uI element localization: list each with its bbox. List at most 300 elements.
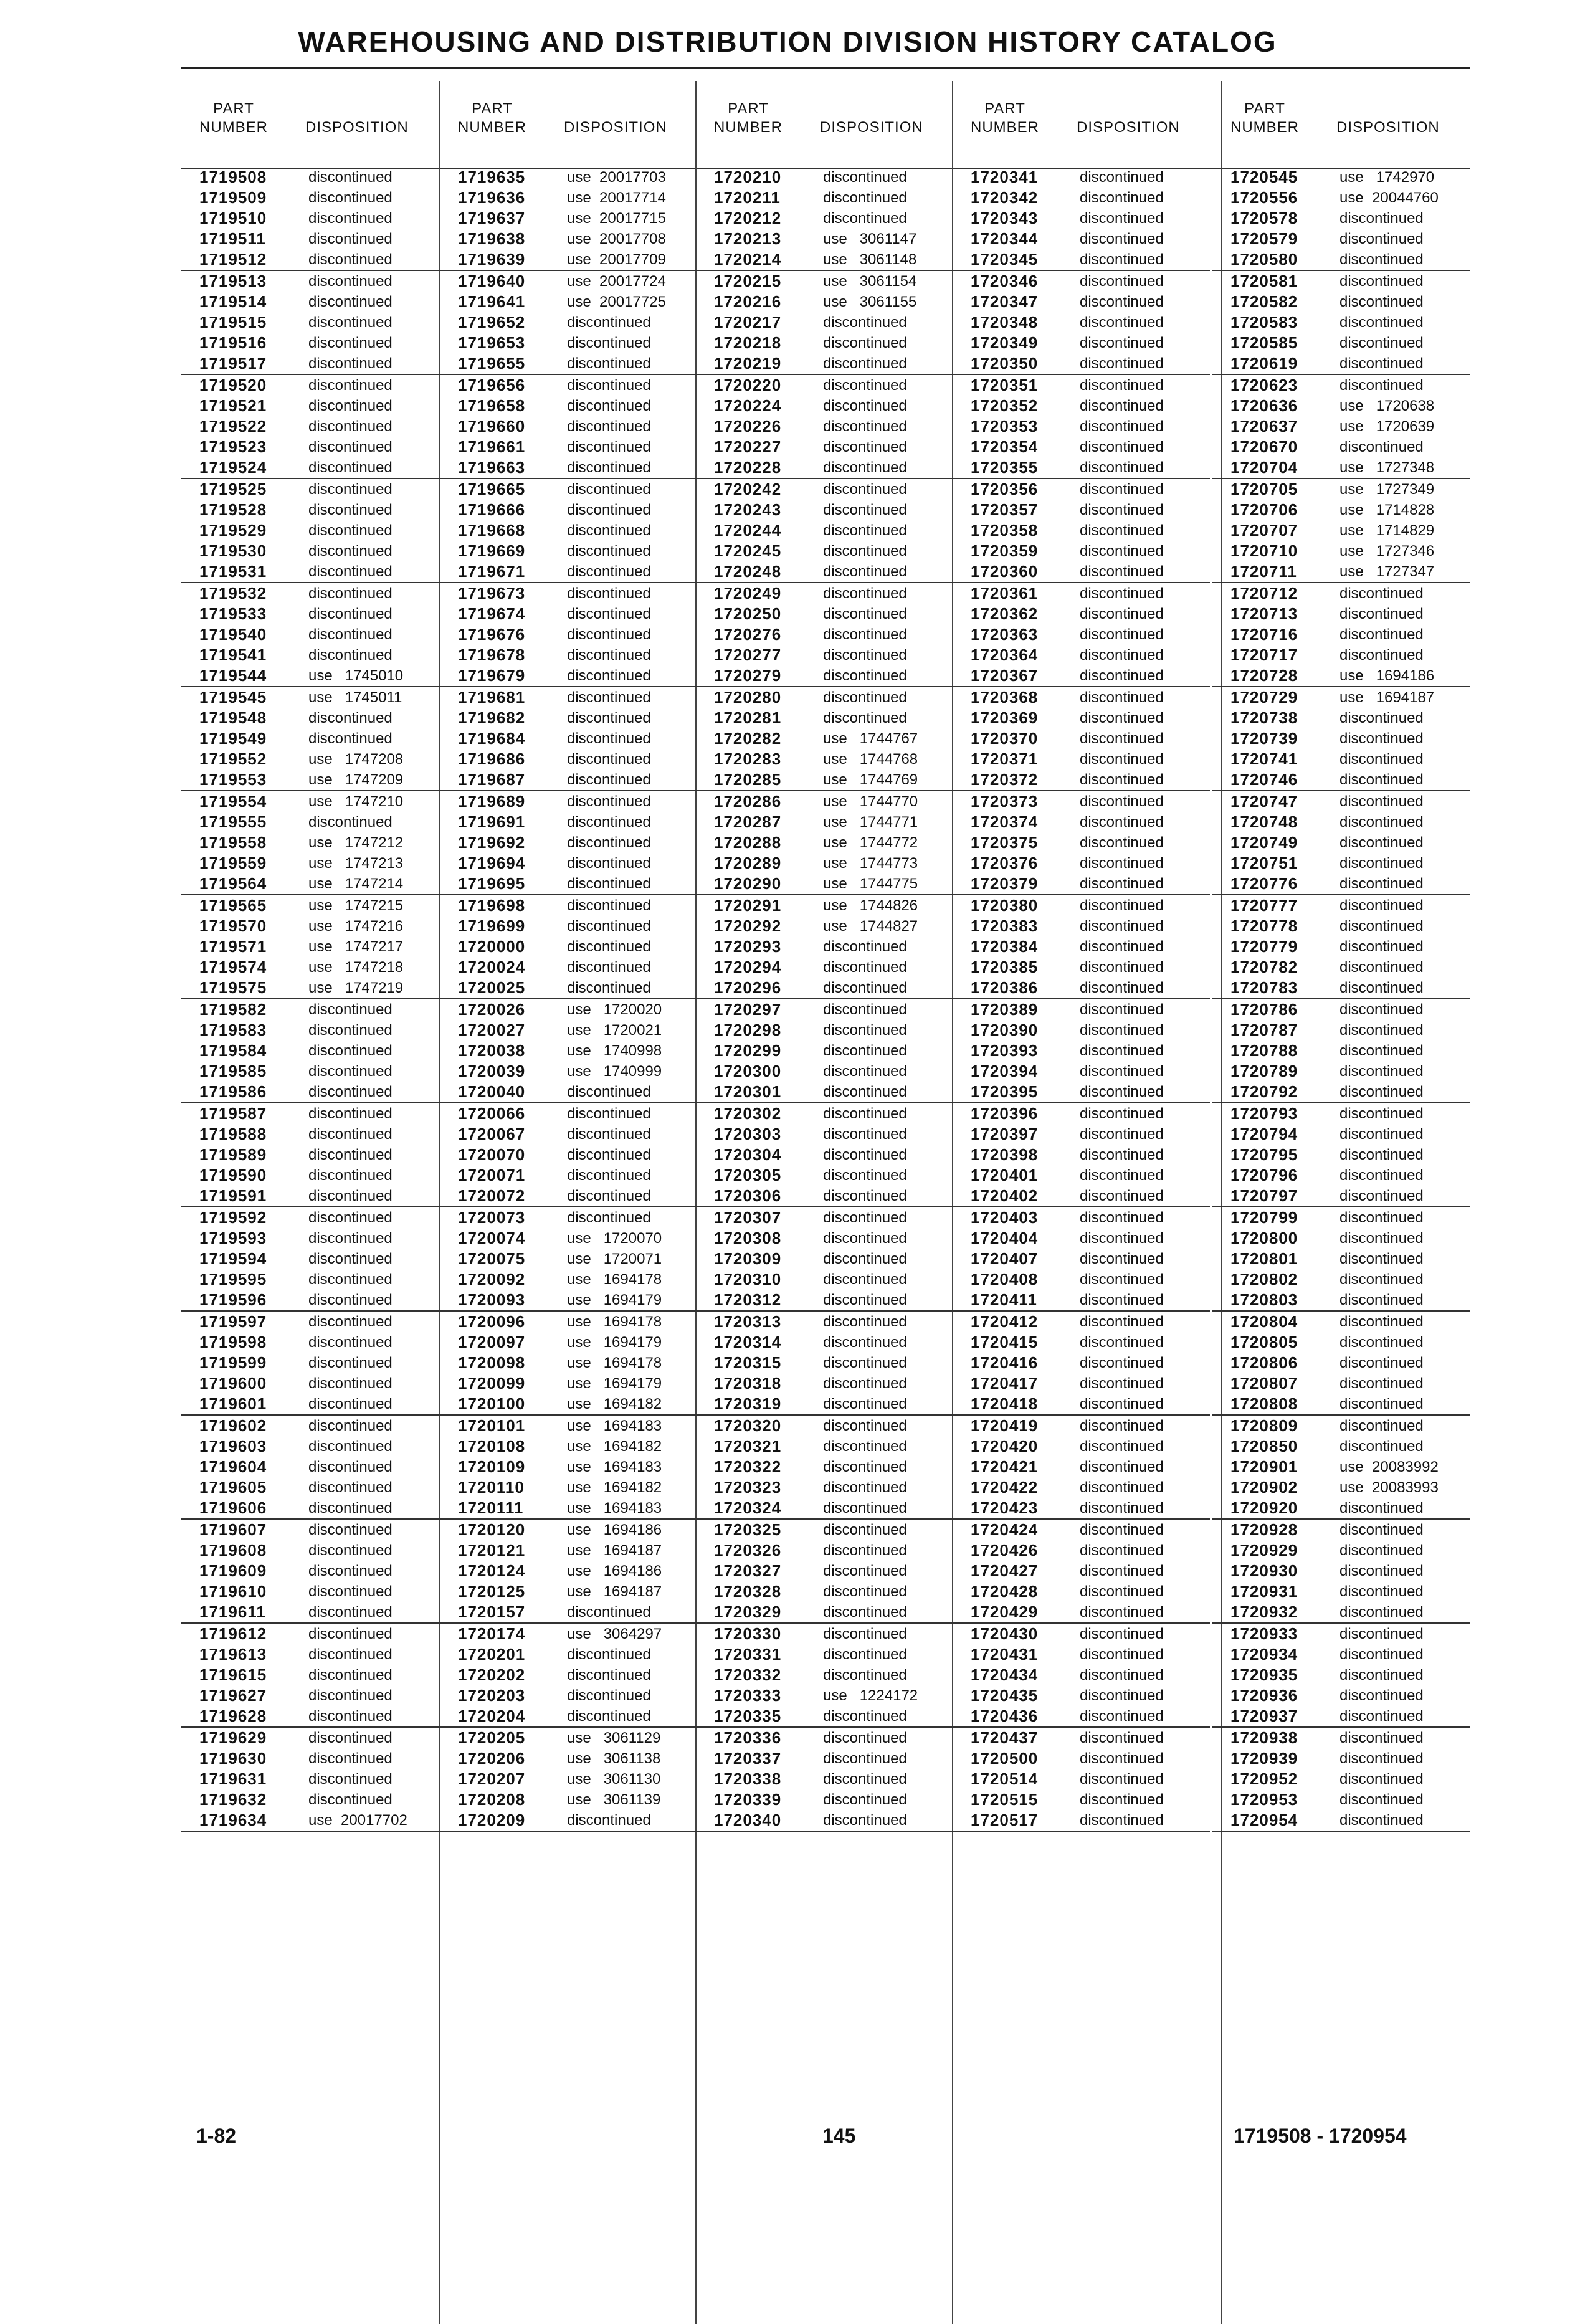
part-number: 1720324 (714, 1498, 782, 1517)
part-number: 1720120 (458, 1520, 526, 1539)
disposition: discontinued (1339, 1563, 1424, 1579)
part-number: 1720748 (1230, 812, 1298, 831)
table-row (181, 1581, 439, 1602)
disposition: discontinued (823, 1563, 907, 1579)
table-row (181, 1624, 439, 1644)
table-row (181, 1373, 439, 1394)
disposition: discontinued (1080, 647, 1164, 664)
table-row (181, 645, 439, 665)
part-number: 1720323 (714, 1478, 782, 1497)
disposition: use 1742970 (1339, 169, 1435, 186)
table-row (695, 1228, 953, 1249)
part-number: 1719584 (199, 1041, 267, 1060)
disposition: discontinued (823, 1188, 907, 1204)
part-number: 1719691 (458, 812, 526, 831)
disposition: use 3064297 (567, 1626, 662, 1642)
part-number: 1720309 (714, 1249, 782, 1268)
table-row (1212, 1561, 1470, 1581)
table-row (952, 853, 1210, 874)
part-number: 1720321 (714, 1437, 782, 1455)
disposition: discontinued (567, 439, 651, 455)
disposition: use 1747214 (308, 875, 404, 892)
disposition: discontinued (567, 855, 651, 872)
table-row (439, 645, 697, 665)
disposition: discontinued (1080, 231, 1164, 247)
part-number: 1719698 (458, 896, 526, 915)
table-row (439, 583, 697, 604)
table-row (439, 1748, 697, 1769)
table-row (1212, 1540, 1470, 1561)
part-number: 1719589 (199, 1145, 267, 1164)
part-number: 1720279 (714, 666, 782, 685)
disposition: use 1694186 (1339, 667, 1435, 684)
table-row (181, 604, 439, 624)
disposition: discontinued (1339, 1271, 1424, 1288)
table-row (952, 978, 1210, 999)
table-row (1212, 1186, 1470, 1207)
part-number: 1720379 (971, 874, 1039, 893)
table-row (439, 936, 697, 957)
disposition: use 1720638 (1339, 398, 1435, 414)
part-number: 1720350 (971, 354, 1039, 373)
table-row (1212, 1685, 1470, 1706)
part-number: 1720352 (971, 396, 1039, 415)
part-number: 1720157 (458, 1603, 526, 1621)
part-number: 1720930 (1230, 1561, 1298, 1580)
disposition: discontinued (567, 875, 651, 892)
part-number: 1720623 (1230, 376, 1298, 394)
table-row (439, 479, 697, 500)
part-number: 1720358 (971, 521, 1039, 540)
table-row (1212, 978, 1470, 999)
table-row (695, 1394, 953, 1416)
part-number: 1720312 (714, 1290, 782, 1309)
disposition-header: DISPOSITION (564, 119, 667, 136)
disposition: discontinued (308, 1063, 393, 1080)
disposition: use 1745010 (308, 667, 404, 684)
part-number: 1720398 (971, 1145, 1039, 1164)
table-row (695, 1644, 953, 1665)
table-row (695, 541, 953, 561)
part-number: 1720333 (714, 1686, 782, 1705)
part-number: 1720308 (714, 1229, 782, 1247)
disposition: discontinued (1339, 1188, 1424, 1204)
disposition: discontinued (567, 1146, 651, 1163)
disposition: discontinued (823, 938, 907, 955)
disposition: discontinued (1339, 585, 1424, 602)
disposition: discontinued (1080, 1687, 1164, 1704)
disposition: use 1720639 (1339, 418, 1435, 435)
part-number: 1720386 (971, 978, 1039, 997)
table-row (181, 416, 439, 437)
table-row (439, 978, 697, 999)
part-number: 1719687 (458, 770, 526, 789)
table-row (181, 249, 439, 271)
part-number: 1720341 (971, 168, 1039, 186)
part-number: 1719635 (458, 168, 526, 186)
part-number: 1719570 (199, 917, 267, 935)
part-number: 1719661 (458, 437, 526, 456)
table-row (439, 624, 697, 645)
disposition: discontinued (1339, 1209, 1424, 1226)
part-number: 1720372 (971, 770, 1039, 789)
number-label: NUMBER (458, 119, 527, 136)
table-row (1212, 583, 1470, 604)
disposition: discontinued (567, 1126, 651, 1143)
disposition: discontinued (823, 1126, 907, 1143)
table-row (181, 728, 439, 749)
disposition: discontinued (308, 522, 393, 539)
disposition: discontinued (1339, 1604, 1424, 1621)
part-number: 1720801 (1230, 1249, 1298, 1268)
disposition: discontinued (1080, 585, 1164, 602)
disposition: use 1744771 (823, 814, 918, 831)
table-row (952, 271, 1210, 292)
disposition: use 1720020 (567, 1001, 662, 1018)
part-number: 1720389 (971, 1000, 1039, 1019)
table-row (952, 1165, 1210, 1186)
part-number: 1720359 (971, 541, 1039, 560)
part-number: 1719574 (199, 958, 267, 976)
part-number: 1720415 (971, 1333, 1039, 1351)
table-row (1212, 1624, 1470, 1644)
table-row (952, 1249, 1210, 1269)
table-row (1212, 188, 1470, 208)
part-number: 1719553 (199, 770, 267, 789)
part-number: 1719630 (199, 1749, 267, 1768)
part-number: 1720426 (971, 1541, 1039, 1560)
table-row (952, 936, 1210, 957)
table-row (439, 457, 697, 479)
table-row (181, 832, 439, 853)
table-row (695, 1685, 953, 1706)
part-number: 1720929 (1230, 1541, 1298, 1560)
disposition: discontinued (823, 210, 907, 227)
disposition: discontinued (1339, 1105, 1424, 1122)
table-row (181, 936, 439, 957)
part-number: 1720712 (1230, 584, 1298, 602)
part-number: 1719586 (199, 1082, 267, 1101)
part-number: 1720226 (714, 417, 782, 436)
disposition: use 1727349 (1339, 481, 1435, 498)
disposition: discontinued (1080, 169, 1164, 186)
part-number: 1720344 (971, 229, 1039, 248)
disposition: discontinued (308, 439, 393, 455)
disposition: discontinued (308, 1188, 393, 1204)
part-number: 1719634 (199, 1811, 267, 1829)
disposition: discontinued (1080, 875, 1164, 892)
disposition-header: DISPOSITION (1336, 119, 1440, 136)
table-row (439, 1186, 697, 1207)
disposition: discontinued (308, 210, 393, 227)
disposition: discontinued (1339, 918, 1424, 935)
part-number: 1719540 (199, 625, 267, 644)
table-row (1212, 1165, 1470, 1186)
table-row (181, 229, 439, 249)
table-row (695, 396, 953, 416)
disposition: discontinued (823, 398, 907, 414)
disposition: discontinued (823, 1105, 907, 1122)
table-row (439, 1561, 697, 1581)
part-number: 1720792 (1230, 1082, 1298, 1101)
table-row (695, 1602, 953, 1624)
table-row (439, 561, 697, 583)
part-number: 1720436 (971, 1707, 1039, 1725)
disposition: use 1694182 (567, 1438, 662, 1455)
disposition: discontinued (823, 1500, 907, 1517)
part-number: 1719596 (199, 1290, 267, 1309)
table-row (1212, 1748, 1470, 1769)
part-number: 1720953 (1230, 1790, 1298, 1809)
disposition: discontinued (1080, 1604, 1164, 1621)
part-number: 1720070 (458, 1145, 526, 1164)
part-number: 1720220 (714, 376, 782, 394)
part-number: 1719676 (458, 625, 526, 644)
table-row (1212, 1728, 1470, 1748)
disposition: discontinued (1080, 1626, 1164, 1642)
disposition: discontinued (567, 585, 651, 602)
part-number: 1720802 (1230, 1270, 1298, 1288)
table-row (1212, 396, 1470, 416)
disposition: discontinued (823, 1626, 907, 1642)
table-row (695, 167, 953, 188)
disposition: discontinued (308, 1209, 393, 1226)
table-row (695, 1748, 953, 1769)
table-row (695, 479, 953, 500)
disposition: use 1747208 (308, 751, 404, 768)
disposition: discontinued (1339, 1708, 1424, 1725)
part-number: 1720327 (714, 1561, 782, 1580)
part-number: 1720706 (1230, 500, 1298, 519)
disposition: discontinued (1080, 1479, 1164, 1496)
disposition: discontinued (308, 398, 393, 414)
part-label: PART (728, 100, 769, 117)
part-number: 1720434 (971, 1665, 1039, 1684)
disposition: use 1694186 (567, 1522, 662, 1538)
table-row (181, 541, 439, 561)
disposition: discontinued (1080, 1438, 1164, 1455)
table-row (1212, 687, 1470, 708)
table-row (695, 1706, 953, 1728)
part-number: 1719692 (458, 833, 526, 852)
part-number: 1720500 (971, 1749, 1039, 1768)
disposition: use 1747215 (308, 897, 404, 914)
disposition: discontinued (823, 1167, 907, 1184)
part-number: 1720092 (458, 1270, 526, 1288)
disposition: use 1744769 (823, 771, 918, 788)
table-row (1212, 1373, 1470, 1394)
table-row (1212, 1353, 1470, 1373)
table-row (439, 1665, 697, 1685)
table-row (439, 1312, 697, 1332)
table-row (439, 957, 697, 978)
part-number: 1720320 (714, 1416, 782, 1435)
part-number: 1720556 (1230, 188, 1298, 207)
table-row (952, 999, 1210, 1020)
part-number: 1719545 (199, 688, 267, 707)
table-row (695, 1186, 953, 1207)
disposition: discontinued (567, 563, 651, 580)
table-row (695, 1416, 953, 1436)
part-number: 1720397 (971, 1125, 1039, 1143)
disposition: discontinued (308, 459, 393, 476)
disposition: discontinued (1080, 210, 1164, 227)
disposition: discontinued (1339, 1750, 1424, 1767)
table-row (952, 1810, 1210, 1832)
table-row (695, 249, 953, 271)
disposition: discontinued (308, 418, 393, 435)
table-row (181, 1061, 439, 1082)
disposition: discontinued (308, 1355, 393, 1371)
disposition: discontinued (567, 418, 651, 435)
part-number: 1720093 (458, 1290, 526, 1309)
part-number: 1720328 (714, 1582, 782, 1601)
table-row (695, 624, 953, 645)
part-number: 1720368 (971, 688, 1039, 707)
table-row (695, 1520, 953, 1540)
part-number: 1720293 (714, 937, 782, 956)
table-row (952, 333, 1210, 353)
disposition: discontinued (823, 418, 907, 435)
part-number: 1720302 (714, 1104, 782, 1123)
table-row (695, 604, 953, 624)
disposition: discontinued (567, 522, 651, 539)
disposition: discontinued (823, 459, 907, 476)
disposition: use 20083992 (1339, 1459, 1439, 1475)
part-number: 1720345 (971, 250, 1039, 269)
table-row (439, 1228, 697, 1249)
table-row (952, 1602, 1210, 1624)
table-row (1212, 271, 1470, 292)
column-header (1212, 93, 1470, 167)
part-number: 1720401 (971, 1166, 1039, 1184)
part-number: 1720385 (971, 958, 1039, 976)
table-row (181, 292, 439, 312)
disposition: use 20044760 (1339, 189, 1439, 206)
table-row (181, 1228, 439, 1249)
part-number: 1720337 (714, 1749, 782, 1768)
disposition: discontinued (308, 1626, 393, 1642)
table-row (1212, 1228, 1470, 1249)
table-row (439, 1602, 697, 1624)
part-number: 1720096 (458, 1312, 526, 1331)
table-row (1212, 1269, 1470, 1290)
disposition: discontinued (1080, 439, 1164, 455)
part-number: 1720797 (1230, 1186, 1298, 1205)
disposition: use 1694183 (567, 1500, 662, 1517)
part-number: 1719665 (458, 480, 526, 498)
part-number: 1719660 (458, 417, 526, 436)
table-row (181, 1769, 439, 1789)
disposition: discontinued (1080, 1334, 1164, 1351)
disposition: discontinued (823, 1730, 907, 1746)
table-row (181, 271, 439, 292)
disposition: discontinued (1080, 1750, 1164, 1767)
part-number: 1720393 (971, 1041, 1039, 1060)
disposition: discontinued (1080, 563, 1164, 580)
disposition: discontinued (823, 502, 907, 518)
table-row (952, 1269, 1210, 1290)
table-row (695, 1581, 953, 1602)
table-row (1212, 292, 1470, 312)
table-row (181, 1748, 439, 1769)
part-number: 1720249 (714, 584, 782, 602)
table-row (439, 333, 697, 353)
part-number: 1719607 (199, 1520, 267, 1539)
disposition: use 1694182 (567, 1479, 662, 1496)
table-row (439, 1290, 697, 1312)
part-number: 1720585 (1230, 333, 1298, 352)
part-number: 1720244 (714, 521, 782, 540)
part-number: 1720935 (1230, 1665, 1298, 1684)
disposition: discontinued (308, 1375, 393, 1392)
disposition: discontinued (1339, 1771, 1424, 1788)
disposition: use 1694183 (567, 1459, 662, 1475)
part-number: 1719593 (199, 1229, 267, 1247)
disposition: discontinued (1080, 251, 1164, 268)
disposition: discontinued (308, 273, 393, 290)
disposition: use 1727348 (1339, 459, 1435, 476)
part-number: 1720335 (714, 1707, 782, 1725)
table-row (439, 1624, 697, 1644)
disposition: discontinued (1080, 1001, 1164, 1018)
table-row (1212, 1498, 1470, 1520)
table-row (952, 1789, 1210, 1810)
part-number: 1720800 (1230, 1229, 1298, 1247)
disposition: discontinued (1339, 1396, 1424, 1412)
disposition: discontinued (1080, 730, 1164, 747)
part-number: 1719559 (199, 854, 267, 872)
part-number: 1720707 (1230, 521, 1298, 540)
part-number: 1720111 (458, 1498, 524, 1517)
disposition: discontinued (1080, 979, 1164, 996)
part-number: 1720218 (714, 333, 782, 352)
table-row (695, 271, 953, 292)
disposition: discontinued (567, 979, 651, 996)
disposition: use 3061130 (567, 1771, 661, 1788)
table-row (439, 916, 697, 936)
disposition: discontinued (1339, 1646, 1424, 1663)
table-row (952, 167, 1210, 188)
part-number: 1720299 (714, 1041, 782, 1060)
table-row (439, 999, 697, 1020)
part-number: 1719508 (199, 168, 267, 186)
disposition: discontinued (1080, 1522, 1164, 1538)
table-row (695, 832, 953, 853)
table-row (1212, 1312, 1470, 1332)
part-number: 1720354 (971, 437, 1039, 456)
part-number: 1719694 (458, 854, 526, 872)
part-number: 1719521 (199, 396, 267, 415)
disposition: discontinued (1339, 377, 1424, 394)
table-row (1212, 708, 1470, 728)
disposition: discontinued (1339, 251, 1424, 268)
part-number: 1720403 (971, 1208, 1039, 1227)
disposition: use 3061129 (567, 1730, 661, 1746)
table-row (952, 1290, 1210, 1312)
disposition: discontinued (1080, 897, 1164, 914)
disposition: discontinued (1080, 1542, 1164, 1559)
disposition: use 1744768 (823, 751, 918, 768)
disposition: discontinued (308, 1604, 393, 1621)
disposition: discontinued (823, 1646, 907, 1663)
table-row (695, 1061, 953, 1082)
table-row (952, 895, 1210, 916)
part-number: 1720805 (1230, 1333, 1298, 1351)
part-number: 1720098 (458, 1353, 526, 1372)
part-number: 1719671 (458, 562, 526, 581)
part-number: 1720292 (714, 917, 782, 935)
